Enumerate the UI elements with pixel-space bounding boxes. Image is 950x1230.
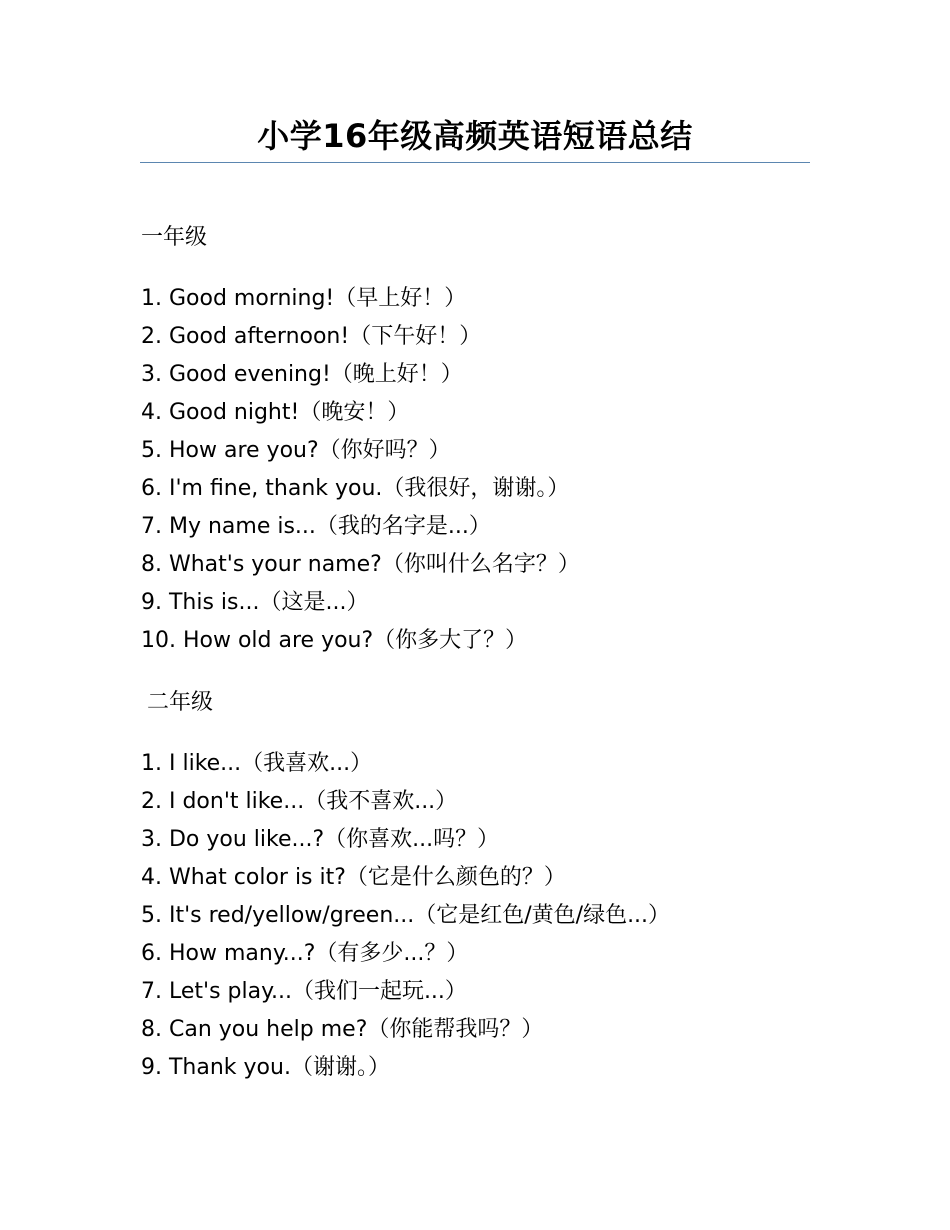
page-title: 小学16年级高频英语短语总结 [257, 117, 693, 155]
list-item: 1. I like...（我喜欢...） [141, 751, 373, 776]
list-item: 3. Do you like...?（你喜欢...吗？） [141, 827, 500, 852]
list-item: 2. I don't like...（我不喜欢...） [141, 789, 458, 814]
list-item: 9. Thank you.（谢谢。） [141, 1055, 390, 1080]
section-heading-grade-1: 一年级 [141, 225, 208, 250]
list-item: 10. How old are you?（你多大了？） [141, 628, 528, 653]
list-item: 3. Good evening!（晚上好！） [141, 362, 463, 387]
list-item: 9. This is...（这是...） [141, 590, 369, 615]
list-item: 7. My name is...（我的名字是...） [141, 514, 491, 539]
phrase-list-grade-2 [141, 745, 670, 1087]
list-item: 1. Good morning!（早上好！） [141, 286, 467, 311]
title-underline [140, 162, 810, 163]
phrase-list-grade-1 [141, 280, 580, 660]
list-item: 5. How are you?（你好吗？） [141, 438, 451, 463]
list-item: 2. Good afternoon!（下午好！） [141, 324, 482, 349]
list-item: 8. What's your name?（你叫什么名字？） [141, 552, 580, 577]
list-item: 4. What color is it?（它是什么颜色的？） [141, 865, 566, 890]
section-heading-grade-2: 二年级 [147, 690, 214, 715]
list-item: 8. Can you help me?（你能帮我吗？） [141, 1017, 544, 1042]
list-item: 6. How many...?（有多少...？） [141, 941, 469, 966]
list-item: 6. I'm fine, thank you.（我很好，谢谢。） [141, 476, 570, 501]
list-item: 5. It's red/yellow/green...（它是红色/黄色/绿色...） [141, 903, 671, 928]
list-item: 4. Good night!（晚安！） [141, 400, 410, 425]
list-item: 7. Let's play...（我们一起玩...） [141, 979, 467, 1004]
